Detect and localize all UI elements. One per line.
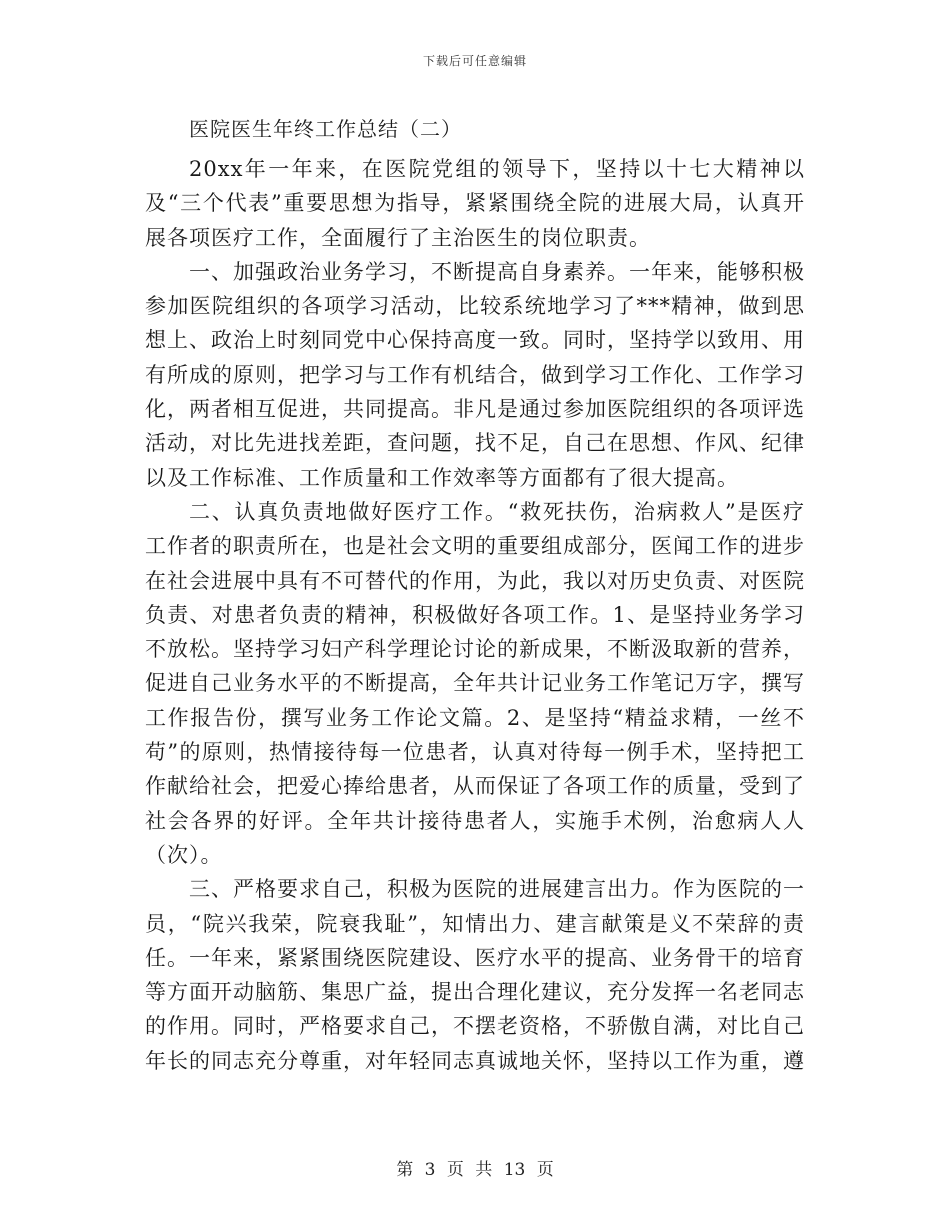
document-body	[145, 112, 805, 1078]
paragraph-intro: 20xx年一年来，在医院党组的领导下，坚持以十七大精神以及“三个代表”重要思想为指导，紧紧围绕全院的进展大局，认真开展各项医疗工作，全面履行了主治医生的岗位职责。	[145, 157, 805, 250]
paragraph-section-3: 三、严格要求自己，积极为医院的进展建言出力。作为医院的一员，“院兴我荣，院衰我耻”，知情出力、建言献策是义不荣辞的责任。一年来，紧紧围绕医院建设、医疗水平的提高、业务骨干的培育等方面开动脑筋、集思广益，提出合理化建议，充分发挥一名老同志的作用。同时，严格要求自己，不摆老资格，不骄傲自满，对比自己年长的同志充分尊重，对年轻同志真诚地关怀，坚持以工作为重，遵	[145, 877, 805, 1073]
paragraph-section-1: 一、加强政治业务学习，不断提高自身素养。一年来，能够积极参加医院组织的各项学习活动，比较系统地学习了***精神，做到思想上、政治上时刻同党中心保持高度一致。同时，坚持学以致用、用有所成的原则，把学习与工作有机结合，做到学习工作化、工作学习化，两者相互促进，共同提高。非凡是通过参加医院组织的各项评选活动，对比先进找差距，查问题，找不足，自己在思想、作风、纪律以及工作标准、工作质量和工作效率等方面都有了很大提高。	[145, 259, 805, 490]
document-title: 医院医生年终工作总结（二）	[189, 117, 462, 141]
page-number: 第 3 页 共 13 页	[396, 1160, 554, 1180]
paragraph-section-2: 二、认真负责地做好医疗工作。“救死扶伤，治病救人”是医疗工作者的职责所在，也是社会文明的重要组成部分，医闻工作的进步在社会进展中具有不可替代的作用，为此，我以对历史负责、对医院负责、对患者负责的精神，积极做好各项工作。1、是坚持业务学习不放松。坚持学习妇产科学理论讨论的新成果，不断汲取新的营养，促进自己业务水平的不断提高，全年共计记业务工作笔记万字，撰写工作报告份，撰写业务工作论文篇。2、是坚持“精益求精，一丝不苟”的原则，热情接待每一位患者，认真对待每一例手术，坚持把工作献给社会，把爱心捧给患者，从而保证了各项工作的质量，受到了社会各界的好评。全年共计接待患者人，实施手术例，治愈病人人（次）。	[145, 499, 805, 867]
page-header: 下载后可任意编辑	[422, 54, 527, 68]
